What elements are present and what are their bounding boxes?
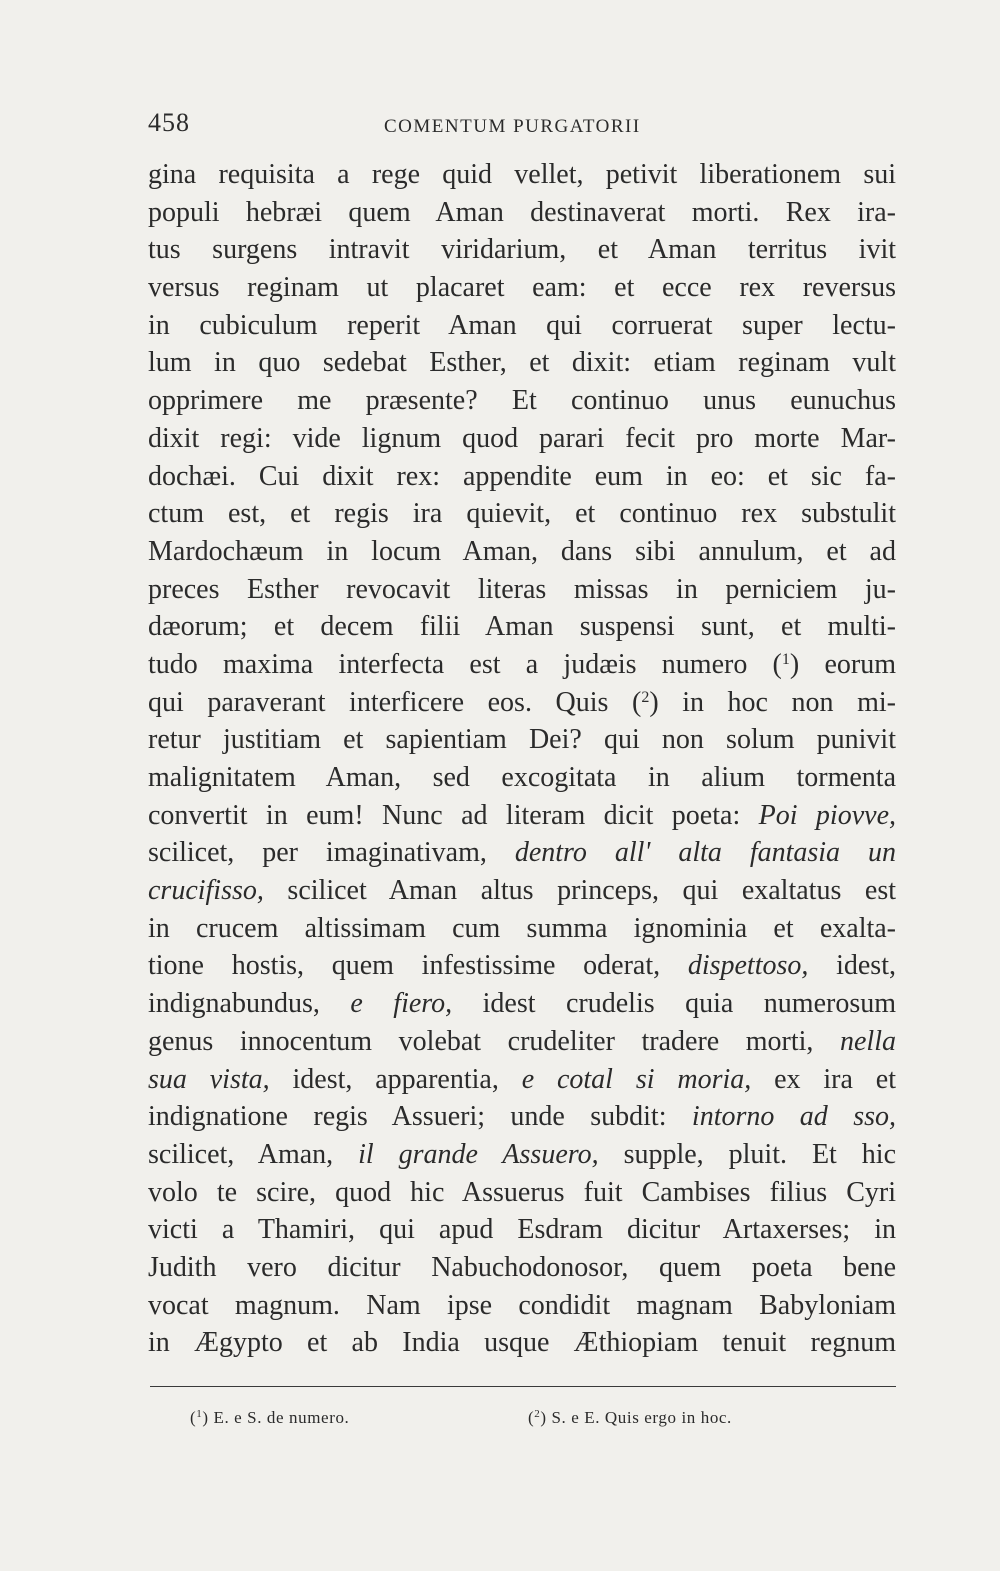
text-line	[148, 194, 896, 232]
text-segment: indignatione regis Assueri; unde subdit:	[148, 1101, 692, 1133]
body-text	[148, 156, 896, 1362]
text-segment: ctum est, et regis ira quievit, et continuo rex substulit	[148, 498, 896, 530]
text-segment: malignitatem Aman, sed excogitata in alium tormenta	[148, 762, 896, 793]
text-line	[148, 985, 896, 1023]
text-segment: ex ira et	[751, 1063, 896, 1095]
text-segment: lum in quo sedebat Esther, et dixit: etiam reginam vult	[148, 347, 896, 379]
text-line	[148, 1098, 896, 1136]
text-line	[148, 420, 896, 458]
text-line	[148, 947, 896, 985]
italic-text: il grande Assuero,	[358, 1138, 599, 1170]
italic-text: dentro all' alta fantasia un	[514, 837, 896, 869]
text-line	[148, 344, 896, 382]
footnote-open-paren: (	[528, 1408, 535, 1427]
italic-text: sua vista,	[148, 1063, 270, 1095]
text-line	[148, 571, 896, 609]
text-line	[148, 231, 896, 269]
text-line	[148, 1061, 896, 1099]
text-line	[148, 1023, 896, 1061]
italic-text: intorno ad sso,	[691, 1101, 896, 1133]
text-segment: ) in hoc non mi-	[649, 686, 896, 718]
text-line	[148, 307, 896, 345]
text-segment: vocat magnum. Nam ipse condidit magnam Babyloniam	[148, 1289, 896, 1321]
footnote-2	[528, 1408, 732, 1428]
text-segment: ) eorum	[789, 648, 896, 680]
footnote-text: E. e S. de numero.	[208, 1408, 350, 1427]
footnote-open-paren: (	[190, 1408, 197, 1427]
text-segment: dochæi. Cui dixit rex: appendite eum in eo: et sic fa-	[148, 460, 896, 492]
italic-text: e cotal si moria,	[521, 1063, 752, 1095]
page-number: 458	[148, 108, 190, 137]
footnote-1	[190, 1408, 349, 1428]
footnote-close-paren: )	[202, 1408, 209, 1427]
text-line	[148, 872, 896, 910]
running-head: COMENTUM PURGATORII	[384, 116, 641, 137]
text-line	[148, 797, 896, 835]
text-segment: Mardochæum in locum Aman, dans sibi annulum, et ad	[148, 535, 896, 567]
text-segment: dæorum; et decem filii Aman suspensi sunt, et multi-	[148, 611, 896, 643]
text-segment: tudo maxima interfecta est a judæis numero (	[148, 648, 782, 680]
text-segment: idest, apparentia,	[269, 1063, 522, 1095]
text-segment: scilicet, per imaginativam,	[148, 837, 515, 869]
text-segment: genus innocentum volebat crudeliter tradere morti,	[148, 1025, 840, 1057]
footnote-reference: 1	[781, 650, 790, 668]
text-segment: retur justitiam et sapientiam Dei? qui non solum punivit	[148, 724, 896, 756]
text-segment: qui paraverant interficere eos. Quis (	[148, 686, 642, 718]
text-segment: dixit regi: vide lignum quod parari fecit pro morte Mar-	[148, 422, 896, 454]
footnote-marker: 1	[196, 1408, 203, 1420]
footnote-rule	[150, 1386, 896, 1387]
text-segment: indignabundus,	[148, 988, 351, 1020]
text-segment: preces Esther revocavit literas missas in perniciem ju-	[148, 573, 896, 605]
text-segment: in cubiculum reperit Aman qui corruerat super lectu-	[148, 309, 896, 341]
text-line	[148, 382, 896, 420]
text-segment: populi hebræi quem Aman destinaverat morti. Rex ira-	[148, 196, 896, 228]
text-segment: convertit in eum! Nunc ad literam dicit poeta:	[148, 799, 759, 831]
text-line	[148, 1287, 896, 1325]
italic-text: e fiero,	[350, 988, 453, 1020]
text-line	[148, 1249, 896, 1287]
text-line	[148, 1136, 896, 1174]
text-line	[148, 684, 896, 722]
text-line	[148, 458, 896, 496]
footnote-close-paren: )	[540, 1408, 547, 1427]
page-header	[148, 108, 896, 148]
text-segment: tione hostis, quem infestissime oderat,	[148, 950, 688, 982]
text-segment: scilicet, Aman,	[148, 1138, 359, 1170]
text-segment: volo te scire, quod hic Assuerus fuit Cambises filius Cyri	[148, 1176, 896, 1208]
text-line	[148, 759, 896, 797]
text-line	[148, 646, 896, 684]
footnote-text: S. e E. Quis ergo in hoc.	[546, 1408, 732, 1427]
text-segment: in Ægypto et ab India usque Æthiopiam tenuit regnum	[148, 1327, 896, 1359]
italic-text: nella	[840, 1025, 896, 1057]
italic-text: Poi piovve,	[758, 799, 896, 831]
text-line	[148, 495, 896, 533]
text-line	[148, 1324, 896, 1362]
text-segment: tus surgens intravit viridarium, et Aman territus ivit	[148, 234, 896, 266]
text-segment: Judith vero dicitur Nabuchodonosor, quem poeta bene	[148, 1251, 896, 1283]
text-line	[148, 608, 896, 646]
text-line	[148, 156, 896, 194]
footnote-marker: 2	[534, 1408, 541, 1420]
text-segment: idest,	[808, 950, 896, 982]
text-line	[148, 834, 896, 872]
text-segment: opprimere me præsente? Et continuo unus eunuchus	[148, 385, 896, 417]
footnote-reference: 2	[641, 688, 650, 706]
text-line	[148, 269, 896, 307]
text-segment: scilicet Aman altus princeps, qui exaltatus est	[263, 875, 896, 907]
text-segment: in crucem altissimam cum summa ignominia et exalta-	[148, 912, 896, 944]
text-line	[148, 533, 896, 571]
text-segment: gina requisita a rege quid vellet, petivit liberationem sui	[148, 159, 896, 190]
text-segment: supple, pluit. Et hic	[598, 1138, 896, 1170]
text-line	[148, 1211, 896, 1249]
italic-text: crucifisso,	[148, 875, 264, 907]
text-line	[148, 910, 896, 948]
text-segment: idest crudelis quia numerosum	[452, 988, 896, 1020]
text-line	[148, 1174, 896, 1212]
text-line	[148, 721, 896, 759]
text-segment: victi a Thamiri, qui apud Esdram dicitur Artaxerses; in	[148, 1214, 896, 1246]
italic-text: dispettoso,	[687, 950, 809, 982]
text-segment: versus reginam ut placaret eam: et ecce rex reversus	[148, 272, 896, 304]
